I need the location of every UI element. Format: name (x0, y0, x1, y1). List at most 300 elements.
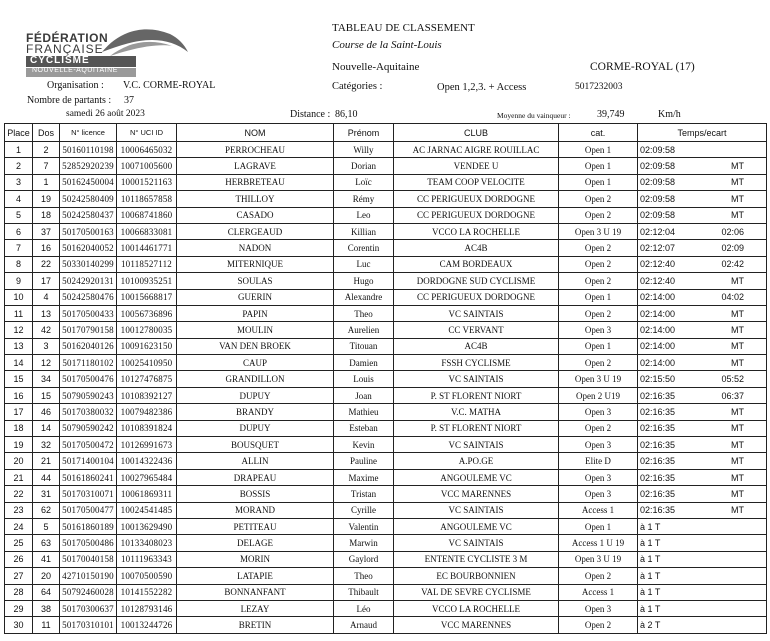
temps-value: à 1 T (640, 603, 661, 614)
nom-cell: THILLOY (177, 191, 334, 207)
cat-cell: Open 1 (559, 518, 638, 534)
partants-label: Nombre de partants : (27, 95, 112, 106)
temps-value: 02:09:58 (640, 193, 676, 204)
nom-cell: LEZAY (177, 600, 334, 616)
cat-cell: Access 1 (559, 584, 638, 600)
place-cell: 6 (5, 223, 33, 239)
licence-cell: 50242920131 (60, 273, 117, 289)
region: Nouvelle-Aquitaine (332, 61, 420, 73)
licence-cell: 50242580409 (60, 191, 117, 207)
nom-cell: DELAGE (177, 535, 334, 551)
sheet-title: TABLEAU DE CLASSEMENT (332, 22, 475, 34)
organisation: V.C. CORME-ROYAL (123, 80, 216, 91)
nom-cell: BONNANFANT (177, 584, 334, 600)
dos-cell: 2 (33, 142, 60, 158)
licence-cell: 50170380032 (60, 404, 117, 420)
ecart-value: 06:37 (721, 390, 744, 401)
table-row (5, 453, 767, 469)
col-place: Place (5, 124, 33, 142)
nom-cell: PAPIN (177, 305, 334, 321)
prenom-cell: Maxime (334, 469, 394, 485)
place-cell: 25 (5, 535, 33, 551)
temps-value: 02:14:00 (640, 341, 676, 352)
club-cell: ENTENTE CYCLISTE 3 M (394, 551, 559, 567)
dos-cell: 46 (33, 404, 60, 420)
table-header-row (5, 124, 767, 142)
prenom-cell: Corentin (334, 240, 394, 256)
uci-cell: 10127476875 (117, 371, 177, 387)
uci-cell: 10108392127 (117, 387, 177, 403)
club-cell: EC BOURBONNIEN (394, 568, 559, 584)
ecart-value: 02:42 (721, 259, 744, 270)
distance-label: Distance : (290, 109, 331, 120)
club-cell: DORDOGNE SUD CYCLISME (394, 273, 559, 289)
licence-cell: 50170500433 (60, 305, 117, 321)
logo-subbar (26, 68, 136, 77)
temps-value: à 2 T (640, 620, 661, 631)
prenom-cell: Esteban (334, 420, 394, 436)
uci-cell: 10024541485 (117, 502, 177, 518)
cat-cell: Open 3 U 19 (559, 223, 638, 239)
dos-cell: 16 (33, 240, 60, 256)
cat-cell: Open 3 (559, 469, 638, 485)
uci-cell: 10108391824 (117, 420, 177, 436)
dos-cell: 64 (33, 584, 60, 600)
cat-cell: Open 2 (559, 568, 638, 584)
temps-cell (638, 502, 767, 518)
uci-cell: 10141552282 (117, 584, 177, 600)
temps-cell (638, 338, 767, 354)
club-cell: AC JARNAC AIGRE ROUILLAC (394, 142, 559, 158)
licence-cell: 50160110198 (60, 142, 117, 158)
uci-cell: 10128793146 (117, 600, 177, 616)
licence-cell: 50170310101 (60, 617, 117, 633)
temps-cell (638, 518, 767, 534)
licence-cell: 50170500163 (60, 223, 117, 239)
cat-cell: Open 3 (559, 486, 638, 502)
dos-cell: 62 (33, 502, 60, 518)
temps-cell (638, 142, 767, 158)
uci-cell: 10118527112 (117, 256, 177, 272)
dos-cell: 4 (33, 289, 60, 305)
place-cell: 29 (5, 600, 33, 616)
moyenne-label: Moyenne du vainqueur : (497, 111, 571, 120)
licence-cell: 50170310071 (60, 486, 117, 502)
place-cell: 16 (5, 387, 33, 403)
uci-cell: 10012780035 (117, 322, 177, 338)
ecart-value: MT (731, 439, 744, 450)
dos-cell: 5 (33, 518, 60, 534)
place-cell: 7 (5, 240, 33, 256)
prenom-cell: Arnaud (334, 617, 394, 633)
table-row (5, 355, 767, 371)
table-row (5, 207, 767, 223)
club-cell: CAM BORDEAUX (394, 256, 559, 272)
prenom-cell: Willy (334, 142, 394, 158)
uci-cell: 10066833081 (117, 223, 177, 239)
col-nom: NOM (177, 124, 334, 142)
club-cell: CC PERIGUEUX DORDOGNE (394, 207, 559, 223)
prenom-cell: Killian (334, 223, 394, 239)
temps-value: 02:12:07 (640, 243, 676, 254)
prenom-cell: Rémy (334, 191, 394, 207)
uci-cell: 10006465032 (117, 142, 177, 158)
moyenne: 39,749 (597, 109, 625, 120)
col-club: CLUB (394, 124, 559, 142)
prenom-cell: Pauline (334, 453, 394, 469)
licence-cell: 50170040158 (60, 551, 117, 567)
distance: 86,10 (335, 109, 358, 120)
prenom-cell: Louis (334, 371, 394, 387)
uci-cell: 10071005600 (117, 158, 177, 174)
prenom-cell: Loïc (334, 174, 394, 190)
club-cell: VENDEE U (394, 158, 559, 174)
temps-value: 02:14:00 (640, 324, 676, 335)
nom-cell: HERBRETEAU (177, 174, 334, 190)
ecart-value: MT (731, 488, 744, 499)
uci-cell: 10014322436 (117, 453, 177, 469)
dos-cell: 32 (33, 437, 60, 453)
organisation-label: Organisation : (47, 80, 104, 91)
table-row (5, 568, 767, 584)
temps-value: 02:09:58 (640, 144, 676, 155)
licence-cell: 50170500486 (60, 535, 117, 551)
uci-cell: 10133408023 (117, 535, 177, 551)
place-cell: 19 (5, 437, 33, 453)
nom-cell: LAGRAVE (177, 158, 334, 174)
cat-cell: Open 2 (559, 273, 638, 289)
ecart-value: 02:09 (721, 243, 744, 254)
table-row (5, 584, 767, 600)
temps-cell (638, 355, 767, 371)
ecart-value: 02:06 (721, 226, 744, 237)
table-row (5, 518, 767, 534)
race-code: 5017232003 (575, 82, 623, 92)
ecart-value: MT (731, 406, 744, 417)
dos-cell: 14 (33, 420, 60, 436)
cat-cell: Access 1 (559, 502, 638, 518)
uci-cell: 10126991673 (117, 437, 177, 453)
dos-cell: 37 (33, 223, 60, 239)
uci-cell: 10068741860 (117, 207, 177, 223)
col-cat: cat. (559, 124, 638, 142)
nom-cell: MORAND (177, 502, 334, 518)
dos-cell: 19 (33, 191, 60, 207)
cat-cell: Access 1 U 19 (559, 535, 638, 551)
nom-cell: LATAPIE (177, 568, 334, 584)
table-row (5, 223, 767, 239)
place-cell: 20 (5, 453, 33, 469)
uci-cell: 10070500590 (117, 568, 177, 584)
temps-value: 02:16:35 (640, 472, 676, 483)
prenom-cell: Gaylord (334, 551, 394, 567)
temps-value: 02:16:35 (640, 406, 676, 417)
club-cell: CC PERIGUEUX DORDOGNE (394, 289, 559, 305)
dos-cell: 41 (33, 551, 60, 567)
licence-cell: 50170500472 (60, 437, 117, 453)
table-row (5, 174, 767, 190)
col-licence: N° licence (60, 124, 117, 142)
licence-cell: 50161860241 (60, 469, 117, 485)
temps-cell (638, 322, 767, 338)
prenom-cell: Kevin (334, 437, 394, 453)
table-row (5, 404, 767, 420)
table-row (5, 256, 767, 272)
place-cell: 13 (5, 338, 33, 354)
ecart-value: MT (731, 308, 744, 319)
ecart-value: MT (731, 423, 744, 434)
club-cell: ANGOULEME VC (394, 518, 559, 534)
nom-cell: BRANDY (177, 404, 334, 420)
logo-line-1: FÉDÉRATION (26, 31, 109, 45)
cat-cell: Open 1 (559, 338, 638, 354)
temps-cell (638, 404, 767, 420)
cat-cell: Open 1 (559, 289, 638, 305)
place-cell: 26 (5, 551, 33, 567)
place-cell: 1 (5, 142, 33, 158)
licence-cell: 50790590242 (60, 420, 117, 436)
club-cell: VC SAINTAIS (394, 371, 559, 387)
place-cell: 23 (5, 502, 33, 518)
club-cell: VCCO LA ROCHELLE (394, 223, 559, 239)
nom-cell: GUERIN (177, 289, 334, 305)
table-row (5, 158, 767, 174)
table-row (5, 535, 767, 551)
ecart-value: MT (731, 341, 744, 352)
race-name: Course de la Saint-Louis (332, 39, 442, 51)
cat-cell: Open 3 (559, 322, 638, 338)
cat-cell: Open 2 (559, 305, 638, 321)
temps-cell (638, 420, 767, 436)
ecart-value: MT (731, 324, 744, 335)
cat-cell: Open 2 (559, 240, 638, 256)
dos-cell: 63 (33, 535, 60, 551)
temps-value: à 1 T (640, 554, 661, 565)
table-row (5, 387, 767, 403)
place-cell: 11 (5, 305, 33, 321)
nom-cell: CLERGEAUD (177, 223, 334, 239)
cat-cell: Open 2 (559, 191, 638, 207)
temps-cell (638, 191, 767, 207)
licence-cell: 50162040052 (60, 240, 117, 256)
cat-cell: Open 1 (559, 142, 638, 158)
table-row (5, 191, 767, 207)
club-cell: CC PERIGUEUX DORDOGNE (394, 191, 559, 207)
licence-cell: 50170500477 (60, 502, 117, 518)
col-prenom: Prénom (334, 124, 394, 142)
temps-cell (638, 240, 767, 256)
temps-value: à 1 T (640, 521, 661, 532)
club-cell: VC SAINTAIS (394, 437, 559, 453)
dos-cell: 34 (33, 371, 60, 387)
temps-value: 02:16:35 (640, 423, 676, 434)
prenom-cell: Hugo (334, 273, 394, 289)
ecart-value: MT (731, 177, 744, 188)
table-row (5, 371, 767, 387)
uci-cell: 10015668817 (117, 289, 177, 305)
place-cell: 8 (5, 256, 33, 272)
club-cell: VC SAINTAIS (394, 535, 559, 551)
prenom-cell: Cyrille (334, 502, 394, 518)
temps-value: 02:12:40 (640, 275, 676, 286)
place-cell: 30 (5, 617, 33, 633)
prenom-cell: Dorian (334, 158, 394, 174)
prenom-cell: Joan (334, 387, 394, 403)
table-row (5, 305, 767, 321)
place-cell: 24 (5, 518, 33, 534)
temps-value: 02:14:00 (640, 292, 676, 303)
licence-cell: 50161860189 (60, 518, 117, 534)
temps-cell (638, 158, 767, 174)
prenom-cell: Leo (334, 207, 394, 223)
licence-cell: 50162040126 (60, 338, 117, 354)
nom-cell: SOULAS (177, 273, 334, 289)
club-cell: AC4B (394, 338, 559, 354)
temps-value: à 1 T (640, 587, 661, 598)
dos-cell: 12 (33, 355, 60, 371)
prenom-cell: Marwin (334, 535, 394, 551)
licence-cell: 50171400104 (60, 453, 117, 469)
temps-cell (638, 437, 767, 453)
uci-cell: 10100935251 (117, 273, 177, 289)
club-cell: TEAM COOP VELOCITE (394, 174, 559, 190)
table-row (5, 437, 767, 453)
uci-cell: 10014461771 (117, 240, 177, 256)
licence-cell: 50170500476 (60, 371, 117, 387)
temps-value: 02:14:00 (640, 308, 676, 319)
nom-cell: DUPUY (177, 420, 334, 436)
cat-cell: Open 2 (559, 207, 638, 223)
licence-cell: 50170300637 (60, 600, 117, 616)
club-cell: P. ST FLORENT NIORT (394, 387, 559, 403)
temps-value: 02:16:35 (640, 488, 676, 499)
table-row (5, 551, 767, 567)
prenom-cell: Luc (334, 256, 394, 272)
club-cell: VC SAINTAIS (394, 305, 559, 321)
uci-cell: 10027965484 (117, 469, 177, 485)
prenom-cell: Alexandre (334, 289, 394, 305)
place-cell: 18 (5, 420, 33, 436)
ecart-value: MT (731, 472, 744, 483)
uci-cell: 10079482386 (117, 404, 177, 420)
temps-value: 02:15:50 (640, 374, 676, 385)
categories-label: Catégories : (332, 81, 383, 92)
place-cell: 3 (5, 174, 33, 190)
logo-swoosh-icon (100, 22, 190, 62)
prenom-cell: Valentin (334, 518, 394, 534)
temps-value: 02:09:58 (640, 210, 676, 221)
nom-cell: MORIN (177, 551, 334, 567)
uci-cell: 10118657858 (117, 191, 177, 207)
nom-cell: GRANDILLON (177, 371, 334, 387)
club-cell: ANGOULEME VC (394, 469, 559, 485)
place-cell: 21 (5, 469, 33, 485)
results-table (4, 123, 767, 634)
table-row (5, 273, 767, 289)
ecart-value: MT (731, 210, 744, 221)
ecart-value: 04:02 (721, 292, 744, 303)
logo-line-3: CYCLISME (30, 55, 90, 66)
club-cell: P. ST FLORENT NIORT (394, 420, 559, 436)
temps-value: 02:16:35 (640, 456, 676, 467)
dos-cell: 38 (33, 600, 60, 616)
club-cell: A.PO.GE (394, 453, 559, 469)
uci-cell: 10013629490 (117, 518, 177, 534)
table-row (5, 600, 767, 616)
place-cell: 27 (5, 568, 33, 584)
temps-cell (638, 568, 767, 584)
temps-value: 02:16:35 (640, 390, 676, 401)
licence-cell: 50790590243 (60, 387, 117, 403)
prenom-cell: Aurelien (334, 322, 394, 338)
cat-cell: Open 2 (559, 617, 638, 633)
club-cell: VCCO LA ROCHELLE (394, 600, 559, 616)
temps-cell (638, 551, 767, 567)
temps-value: 02:16:35 (640, 505, 676, 516)
temps-cell (638, 289, 767, 305)
uci-cell: 10001521163 (117, 174, 177, 190)
licence-cell: 50330140299 (60, 256, 117, 272)
uci-cell: 10061869311 (117, 486, 177, 502)
place-cell: 5 (5, 207, 33, 223)
prenom-cell: Léo (334, 600, 394, 616)
uci-cell: 10091623150 (117, 338, 177, 354)
temps-value: 02:16:35 (640, 439, 676, 450)
col-dos: Dos (33, 124, 60, 142)
uci-cell: 10056736896 (117, 305, 177, 321)
temps-cell (638, 273, 767, 289)
prenom-cell: Thibault (334, 584, 394, 600)
licence-cell: 42710150190 (60, 568, 117, 584)
dos-cell: 42 (33, 322, 60, 338)
cat-cell: Open 3 U 19 (559, 371, 638, 387)
cat-cell: Open 1 (559, 158, 638, 174)
place-cell: 9 (5, 273, 33, 289)
table-row (5, 289, 767, 305)
logo-line-2: FRANÇAISE (26, 42, 104, 56)
nom-cell: PETITEAU (177, 518, 334, 534)
cat-cell: Open 3 (559, 437, 638, 453)
prenom-cell: Mathieu (334, 404, 394, 420)
licence-cell: 50162450004 (60, 174, 117, 190)
table-row (5, 617, 767, 633)
temps-cell (638, 305, 767, 321)
temps-cell (638, 371, 767, 387)
club-cell: VCC MARENNES (394, 617, 559, 633)
ecart-value: 05:52 (721, 374, 744, 385)
nom-cell: BOUSQUET (177, 437, 334, 453)
temps-cell (638, 600, 767, 616)
place-cell: 15 (5, 371, 33, 387)
temps-value: 02:09:58 (640, 177, 676, 188)
ffc-logo (20, 22, 190, 80)
licence-cell: 50792460028 (60, 584, 117, 600)
uci-cell: 10013244726 (117, 617, 177, 633)
temps-cell (638, 469, 767, 485)
dos-cell: 7 (33, 158, 60, 174)
partants: 37 (124, 95, 134, 106)
licence-cell: 52852920239 (60, 158, 117, 174)
cat-cell: Open 3 U 19 (559, 551, 638, 567)
temps-cell (638, 256, 767, 272)
place-cell: 28 (5, 584, 33, 600)
nom-cell: NADON (177, 240, 334, 256)
prenom-cell: Titouan (334, 338, 394, 354)
temps-cell (638, 617, 767, 633)
cat-cell: Open 3 (559, 404, 638, 420)
temps-value: 02:09:58 (640, 161, 676, 172)
club-cell: AC4B (394, 240, 559, 256)
